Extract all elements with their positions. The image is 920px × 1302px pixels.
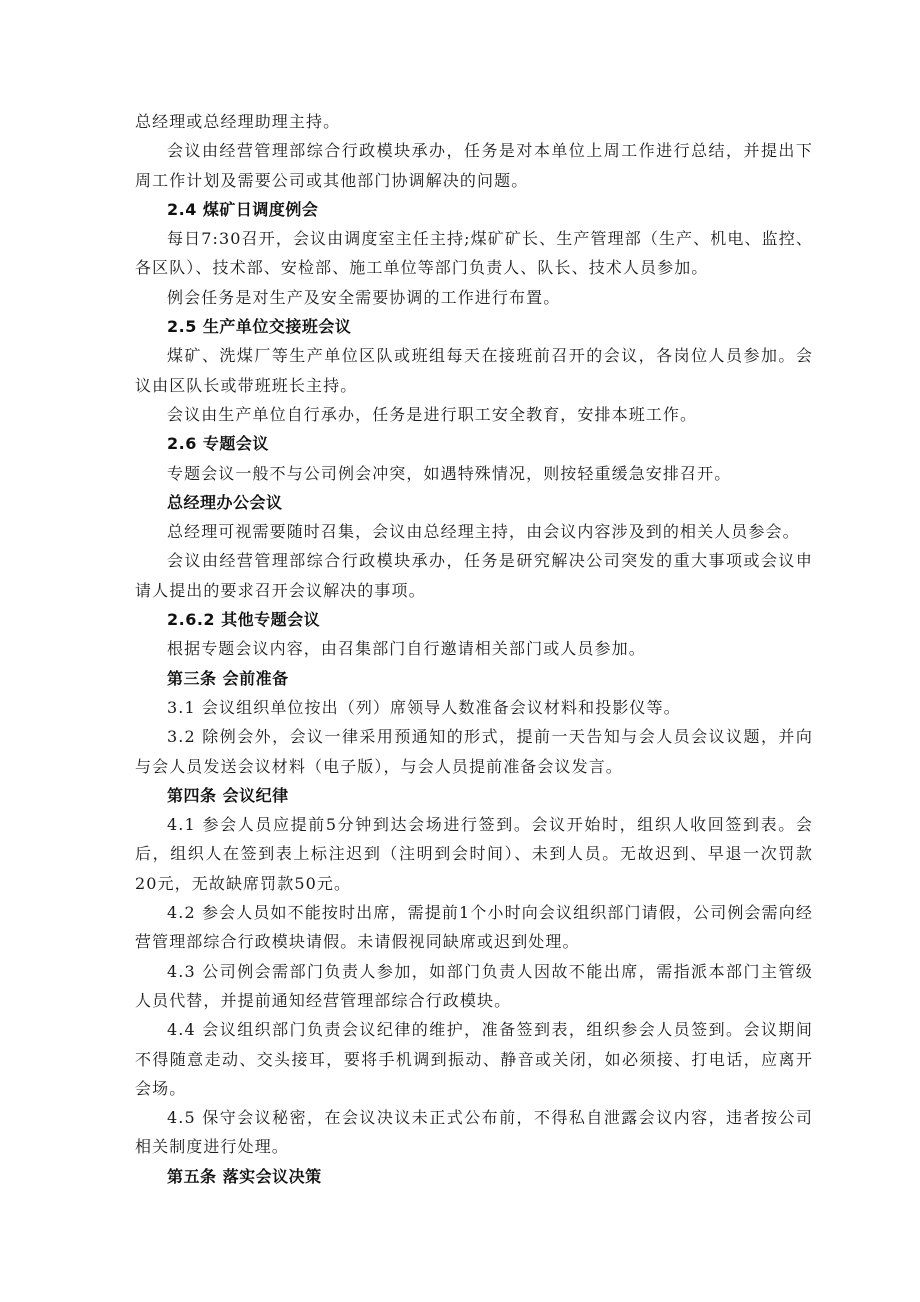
paragraph: 根据专题会议内容，由召集部门自行邀请相关部门或人员参加。 — [167, 639, 646, 659]
paragraph: 专题会议一般不与公司例会冲突，如遇特殊情况，则按轻重缓急安排召开。 — [167, 463, 732, 483]
section-heading: 总经理办公会议 — [167, 492, 283, 512]
paragraph: 3.2 除例会外，会议一律采用预通知的形式，提前一天告知与会人员会议议题，并向与会人员发送会议材料（电子版），与会人员提前准备会议发言。 — [135, 727, 813, 776]
paragraph: 4.2 参会人员如不能按时出席，需提前1个小时向会议组织部门请假，公司例会需向经营管理部综合行政模块请假。未请假视同缺席或迟到处理。 — [135, 903, 813, 952]
document-page — [135, 107, 813, 1191]
section-heading: 第五条 落实会议决策 — [167, 1166, 322, 1186]
paragraph: 4.4 会议组织部门负责会议纪律的维护，准备签到表，组织参会人员签到。会议期间不得随意走动、交头接耳，要将手机调到振动、静音或关闭，如必须接、打电话，应离开会场。 — [135, 1020, 813, 1098]
paragraph: 4.1 参会人员应提前5分钟到达会场进行签到。会议开始时，组织人收回签到表。会后，组织人在签到表上标注迟到（注明到会时间）、未到人员。无故迟到、早退一次罚款20元，无故缺席罚款50元。 — [135, 815, 813, 893]
paragraph: 4.3 公司例会需部门负责人参加，如部门负责人因故不能出席，需指派本部门主管级人员代替，并提前通知经营管理部综合行政模块。 — [135, 961, 813, 1010]
paragraph: 例会任务是对生产及安全需要协调的工作进行布置。 — [167, 287, 561, 307]
paragraph: 每日7:30召开，会议由调度室主任主持;煤矿矿长、生产管理部（生产、机电、监控、各区队）、技术部、安检部、施工单位等部门负责人、队长、技术人员参加。 — [135, 229, 813, 278]
paragraph: 3.1 会议组织单位按出（列）席领导人数准备会议材料和投影仪等。 — [167, 697, 681, 717]
paragraph: 煤矿、洗煤厂等生产单位区队或班组每天在接班前召开的会议，各岗位人员参加。会议由区队长或带班班长主持。 — [135, 346, 813, 395]
section-heading: 2.5 生产单位交接班会议 — [167, 317, 352, 337]
paragraph: 总经理或总经理助理主持。 — [135, 112, 341, 131]
section-heading: 第四条 会议纪律 — [167, 785, 289, 805]
section-heading: 第三条 会前准备 — [167, 668, 289, 688]
section-heading: 2.6 专题会议 — [167, 434, 269, 454]
section-heading: 2.6.2 其他专题会议 — [167, 610, 321, 630]
paragraph: 会议由经营管理部综合行政模块承办，任务是对本单位上周工作进行总结，并提出下周工作计划及需要公司或其他部门协调解决的问题。 — [135, 141, 813, 190]
paragraph: 总经理可视需要随时召集，会议由总经理主持，由会议内容涉及到的相关人员参会。 — [167, 522, 800, 542]
paragraph: 会议由生产单位自行承办，任务是进行职工安全教育，安排本班工作。 — [167, 404, 698, 424]
paragraph: 4.5 保守会议秘密，在会议决议未正式公布前，不得私自泄露会议内容，违者按公司相关制度进行处理。 — [135, 1108, 813, 1157]
section-heading: 2.4 煤矿日调度例会 — [167, 199, 319, 219]
paragraph: 会议由经营管理部综合行政模块承办，任务是研究解决公司突发的重大事项或会议申请人提出的要求召开会议解决的事项。 — [135, 551, 813, 600]
